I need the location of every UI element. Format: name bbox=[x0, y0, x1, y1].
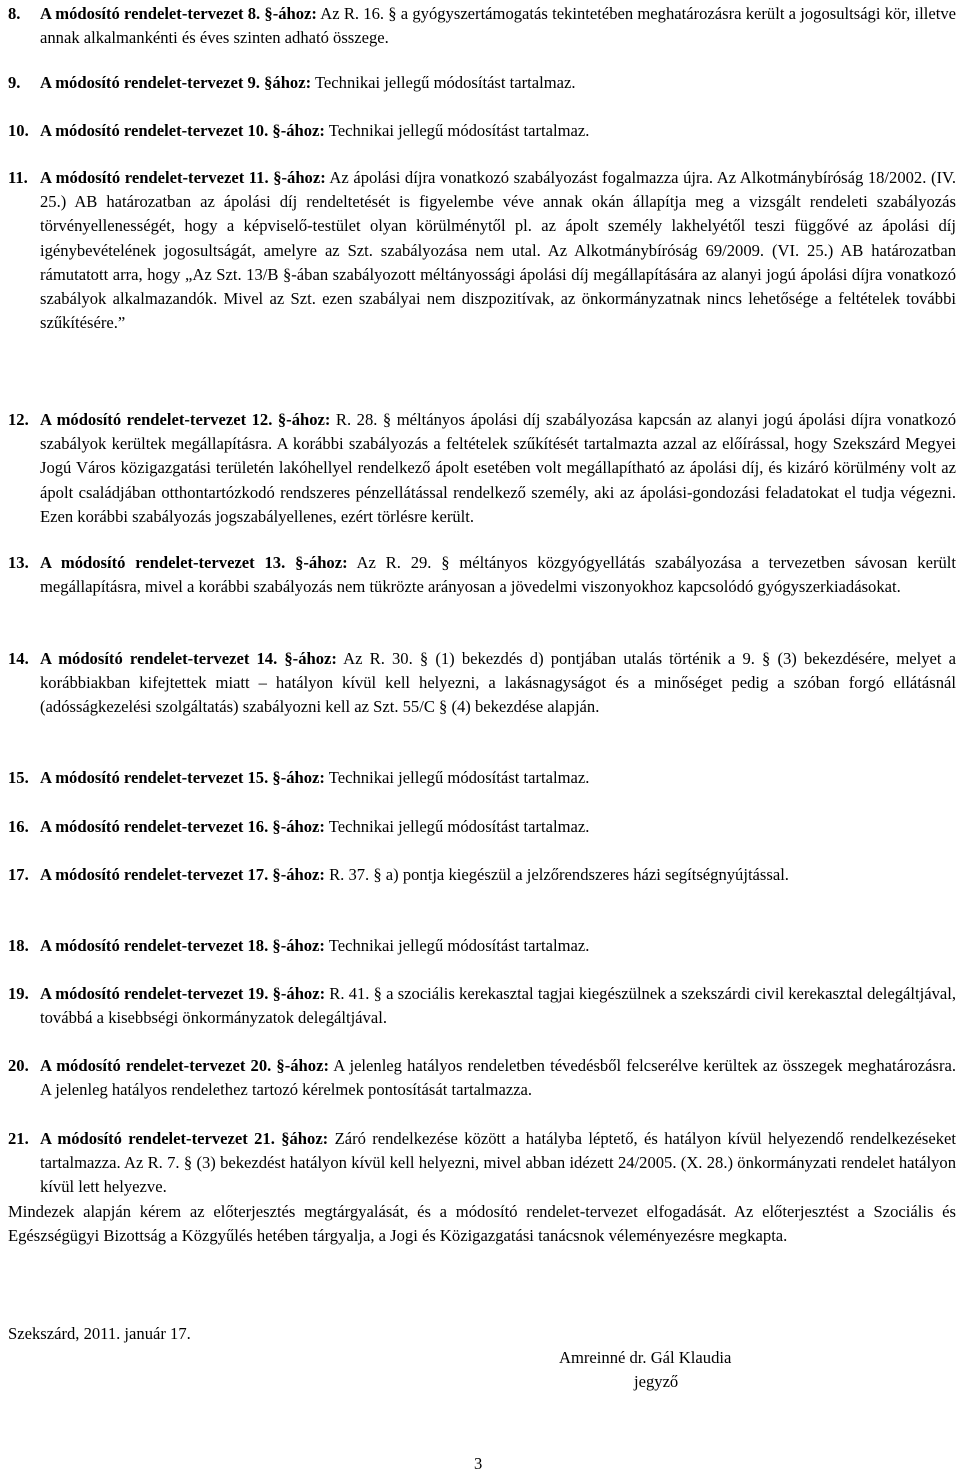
section-item-16 bbox=[8, 815, 956, 839]
section-number: 18. bbox=[8, 936, 29, 955]
section-heading: A módosító rendelet-tervezet 20. §-ához: bbox=[40, 1056, 329, 1075]
section-heading: A módosító rendelet-tervezet 15. §-ához: bbox=[40, 768, 325, 787]
section-body bbox=[40, 2, 956, 50]
section-body bbox=[40, 815, 956, 839]
section-body bbox=[40, 166, 956, 335]
section-text: Technikai jellegű módosítást tartalmaz. bbox=[311, 73, 576, 92]
section-heading: A módosító rendelet-tervezet 21. §ához: bbox=[40, 1129, 329, 1148]
page-number: 3 bbox=[474, 1454, 483, 1473]
section-body bbox=[40, 863, 956, 887]
section-item-18 bbox=[8, 934, 956, 958]
section-heading: A módosító rendelet-tervezet 18. §-ához: bbox=[40, 936, 325, 955]
section-heading: A módosító rendelet-tervezet 12. §-ához: bbox=[40, 410, 331, 429]
section-item-10 bbox=[8, 119, 956, 143]
section-number: 16. bbox=[8, 817, 29, 836]
section-heading: A módosító rendelet-tervezet 14. §-ához: bbox=[40, 649, 337, 668]
section-item-14 bbox=[8, 647, 956, 720]
section-body bbox=[40, 408, 956, 529]
section-heading: A módosító rendelet-tervezet 8. §-ához: bbox=[40, 4, 317, 23]
section-body bbox=[40, 766, 956, 790]
section-text: Technikai jellegű módosítást tartalmaz. bbox=[324, 936, 590, 955]
section-item-20 bbox=[8, 1054, 956, 1102]
section-body bbox=[40, 647, 956, 720]
section-body bbox=[40, 982, 956, 1030]
section-number: 21. bbox=[8, 1129, 29, 1148]
section-number: 19. bbox=[8, 984, 29, 1003]
section-text: Az R. 30. § (1) bekezdés d) pontjában utalás történik a 9. § (3) bekezdésére, melyet a korábbiakban kifejtettek miatt – hatályon kívül kell helyezni, a lakásnagyságot és a minőséget pedig a szóban forgó ellátásnál (adósságkezelési szolgáltatás) szabályozni kell az Szt. 55/C § (4) bekezdése alapján. bbox=[40, 649, 956, 717]
section-number: 8. bbox=[8, 4, 21, 23]
section-heading: A módosító rendelet-tervezet 10. §-ához: bbox=[40, 121, 325, 140]
section-heading: A módosító rendelet-tervezet 16. §-ához: bbox=[40, 817, 325, 836]
section-heading: A módosító rendelet-tervezet 19. §-ához: bbox=[40, 984, 326, 1003]
section-item-17 bbox=[8, 863, 956, 887]
section-body bbox=[40, 1054, 956, 1102]
section-item-13 bbox=[8, 551, 956, 599]
section-item-9 bbox=[8, 71, 956, 95]
section-text: Technikai jellegű módosítást tartalmaz. bbox=[324, 768, 590, 787]
signer-name: Amreinné dr. Gál Klaudia bbox=[559, 1348, 732, 1367]
section-item-8 bbox=[8, 2, 956, 50]
section-item-11 bbox=[8, 166, 956, 335]
section-number: 13. bbox=[8, 553, 29, 572]
section-text: Az R. 16. § a gyógyszertámogatás tekintetében meghatározásra került a jogosultsági kör, illetve annak alkalmankénti és éves szinten adható összege. bbox=[40, 4, 956, 48]
section-text: Technikai jellegű módosítást tartalmaz. bbox=[324, 817, 590, 836]
section-heading: A módosító rendelet-tervezet 13. §-ához: bbox=[40, 553, 348, 572]
section-number: 15. bbox=[8, 768, 29, 787]
section-number: 11. bbox=[8, 168, 28, 187]
section-body bbox=[40, 1127, 956, 1200]
section-number: 10. bbox=[8, 121, 29, 140]
section-text: A jelenleg hatályos rendeletben tévedésből felcserélve kerültek az összegek meghatározásra. A jelenleg hatályos rendelethez tartozó kérelmek pontosítását tartalmazza. bbox=[40, 1056, 957, 1100]
section-number: 20. bbox=[8, 1056, 29, 1075]
section-text: Záró rendelkezése között a hatályba léptető, és hatályon kívül helyezendő rendelkezéseket tartalmazza. Az R. 7. § (3) bekezdést hatályon kívül kell helyezni, mivel abban idézett 24/2005. (X. 28.) önkormányzati rendelet hatályon kívül lett helyezve. bbox=[40, 1129, 956, 1197]
section-item-15 bbox=[8, 766, 956, 790]
section-text: R. 28. § méltányos ápolási díj szabályozása kapcsán az alanyi jogú ápolási díjra vonatkozó szabályok kerültek megállapításra. A korábbi szabályozás a feltételek szűkítését tartalmazta azzal az előírással, hogy Szekszárd Megyei Jogú Város közigazgatási területén lakóhellyel rendelkező ápolt esetében volt megállapítható az ápolási díj, és kizáró körülmény volt az ápolt családjában otthontartózkodó rendszeres pénzellátással rendelkező személy, aki az ápolási-gondozási feladatokat el tudja végezni. Ezen korábbi szabályozás jogszabályellenes, ezért törlésre került. bbox=[40, 410, 956, 526]
section-heading: A módosító rendelet-tervezet 17. §-ához: bbox=[40, 865, 325, 884]
section-number: 14. bbox=[8, 649, 29, 668]
section-item-21 bbox=[8, 1127, 956, 1200]
section-heading: A módosító rendelet-tervezet 11. §-ához: bbox=[40, 168, 326, 187]
place-date: Szekszárd, 2011. január 17. bbox=[8, 1324, 191, 1343]
section-text: Technikai jellegű módosítást tartalmaz. bbox=[324, 121, 590, 140]
section-text: R. 37. § a) pontja kiegészül a jelzőrendszeres házi segítségnyújtással. bbox=[324, 865, 789, 884]
closing-paragraph: Mindezek alapján kérem az előterjesztés megtárgyalását, és a módosító rendelet-tervezet elfogadását. Az előterjesztést a Szociális és Egészségügyi Bizottság a Közgyűlés hetében tárgyalja, a Jogi és Közigazgatási tanácsnok véleményezésre megkapta. bbox=[8, 1202, 956, 1246]
signer-title: jegyző bbox=[634, 1372, 679, 1391]
section-text: R. 41. § a szociális kerekasztal tagjai kiegészülnek a szekszárdi civil kerekasztal delegáltjával, továbbá a kisebbségi önkormányzatok delegáltjával. bbox=[40, 984, 956, 1028]
section-heading: A módosító rendelet-tervezet 9. §ához: bbox=[40, 73, 312, 92]
section-body bbox=[40, 934, 956, 958]
section-item-19 bbox=[8, 982, 956, 1030]
section-text: Az ápolási díjra vonatkozó szabályozást fogalmazza újra. Az Alkotmánybíróság 18/2002. (IV. 25.) AB határozatban az ápolási díj rendeltetését is figyelembe véve annak okán állapítja meg a vizsgált rendeleti szabályozás törvényellenességét, hogy a képviselő-testület olyan körülménytől pl. az ápolt személy lakhelyétől teszi függővé az ápolási díj igénybevételének jogosultságát, amelyre az Szt. szabályozása nem utal. Az Alkotmánybíróság 69/2009. (VI. 25.) AB határozatban rámutatott arra, hogy „Az Szt. 13/B §-ában szabályozott méltányossági ápolási díj megállapítására az alanyi jogú ápolási díjra vonatkozó szabályok alkalmazandók. Mivel az Szt. ezen szabályai nem diszpozitívak, az önkormányzatnak nincs lehetősége a feltételek további szűkítésére.” bbox=[40, 168, 956, 333]
section-body bbox=[40, 119, 956, 143]
section-number: 9. bbox=[8, 73, 21, 92]
section-body bbox=[40, 71, 956, 95]
section-number: 12. bbox=[8, 410, 29, 429]
section-number: 17. bbox=[8, 865, 29, 884]
section-item-12 bbox=[8, 408, 956, 529]
section-body bbox=[40, 551, 956, 599]
document-page bbox=[8, 0, 957, 1473]
section-text: Az R. 29. § méltányos közgyógyellátás szabályozása a tervezetben sávosan került megállapításra, mivel a korábbi szabályozás nem tükrözte arányosan a jövedelmi viszonyokhoz kapcsolódó gyógyszerkiadásokat. bbox=[40, 553, 956, 597]
